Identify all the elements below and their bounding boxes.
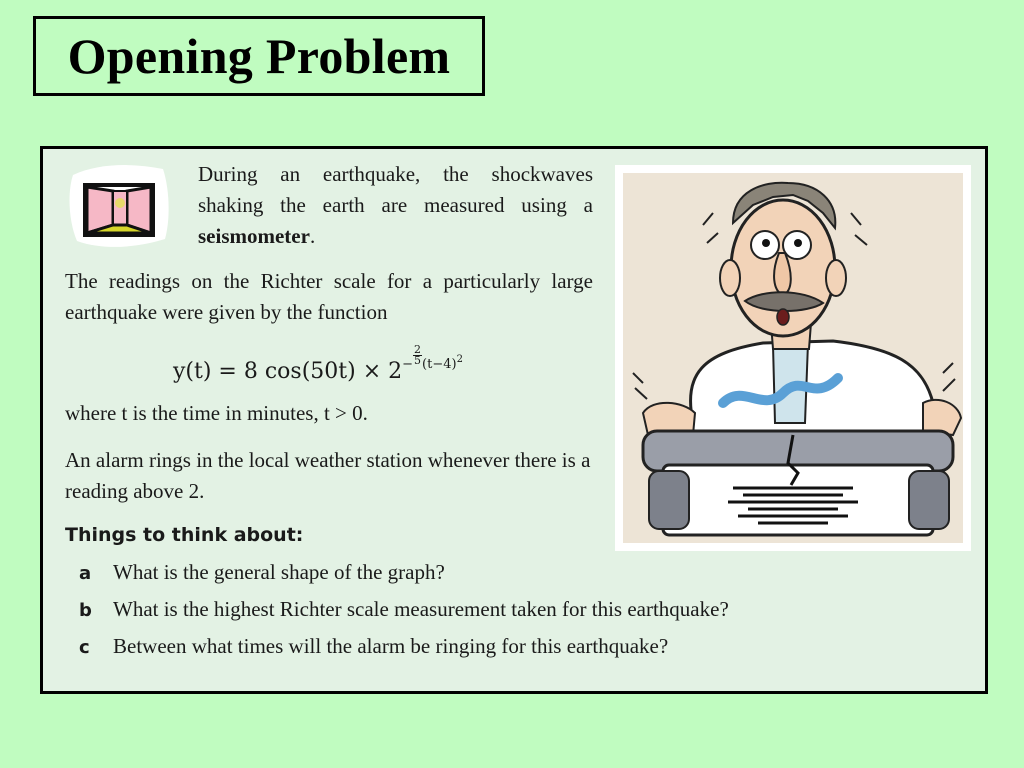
window-icon xyxy=(65,161,173,249)
slide-title: Opening Problem xyxy=(67,28,451,84)
seismometer-term: seismometer xyxy=(198,224,310,248)
question-b xyxy=(79,597,729,622)
question-label: b xyxy=(79,600,92,621)
question-text: Between what times will the alarm be ringing for this earthquake? xyxy=(113,634,669,658)
richter-formula: y(t) = 8 $\cos(50t) \times 2^{- \frac{2}{5} (t-4)^2}$ xyxy=(173,343,463,384)
exponent-fraction: $\frac{2}{5}$ xyxy=(414,343,422,367)
question-text: What is the highest Richter scale measurement taken for this earthquake? xyxy=(113,597,729,621)
question-label: a xyxy=(79,563,92,584)
question-c xyxy=(79,634,668,659)
alarm-paragraph: An alarm rings in the local weather station whenever there is a reading above 2. xyxy=(65,448,591,503)
readings-paragraph: The readings on the Richter scale for a particularly large earthquake were given by the function xyxy=(65,269,593,324)
scientist-cartoon xyxy=(615,165,971,551)
where-paragraph: where t is the time in minutes, t > 0. xyxy=(65,401,368,425)
slide-title-box xyxy=(33,16,485,96)
formula-lhs: y(t) = 8 cos(50t) × 2 xyxy=(173,359,403,384)
question-label: c xyxy=(79,637,90,658)
intro-paragraph: During an earthquake, the shockwaves shaking the earth are measured using a seismometer. xyxy=(198,162,593,248)
question-a xyxy=(79,560,445,585)
things-heading: Things to think about: xyxy=(65,524,304,546)
problem-panel xyxy=(40,146,988,694)
question-text: What is the general shape of the graph? xyxy=(113,560,445,584)
